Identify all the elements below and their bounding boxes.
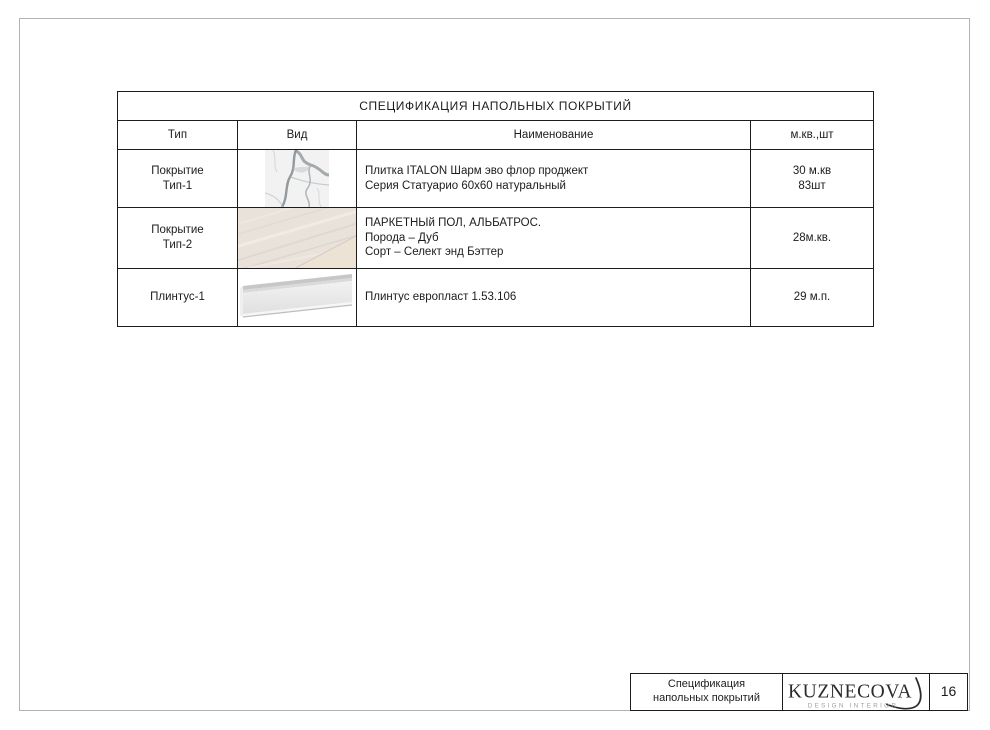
table-header-row (118, 121, 873, 149)
name-line: ПАРКЕТНЫй ПОЛ, АЛЬБАТРОС. (365, 216, 542, 229)
name-cell (357, 269, 751, 326)
sheet-name-line: напольных покрытий (653, 692, 760, 704)
view-cell (238, 208, 357, 268)
name-line: Плинтус европласт 1.53.106 (365, 291, 517, 304)
name-cell (357, 150, 751, 207)
table-row (118, 149, 873, 207)
name-line: Сорт – Селект энд Бэттер (365, 246, 504, 259)
column-header-type: Тип (118, 121, 238, 149)
name-line: Плитка ITALON Шарм эво флор проджект (365, 164, 589, 177)
name-line: Серия Статуарио 60х60 натуральный (365, 179, 566, 192)
floor-covering-spec-table (117, 91, 874, 327)
type-line: Тип-2 (162, 239, 193, 251)
page-number: 16 (940, 683, 957, 700)
quantity-line: 83шт (798, 179, 826, 192)
type-cell (118, 150, 238, 207)
quantity-line: 28м.кв. (792, 231, 832, 244)
quantity-line: 29 м.п. (793, 291, 831, 304)
type-line: Покрытие (151, 224, 204, 237)
quantity-cell (751, 150, 873, 207)
column-header-name: Наименование (357, 121, 751, 149)
column-header-view: Вид (238, 121, 357, 149)
type-line: Тип-1 (162, 179, 193, 192)
kuznecova-logo (783, 674, 930, 710)
table-row (118, 268, 873, 326)
type-cell (118, 269, 238, 326)
quantity-cell (751, 269, 873, 326)
sheet-name-line: Спецификация (667, 678, 746, 691)
logo-tagline: DESIGN INTERIOR (807, 702, 899, 709)
table-row (118, 207, 873, 268)
column-header-quantity: м.кв.,шт (790, 128, 834, 141)
name-cell (357, 208, 751, 268)
quantity-cell (751, 208, 873, 268)
table-title: СПЕЦИФИКАЦИЯ НАПОЛЬНЫХ ПОКРЫТИЙ (118, 92, 873, 121)
type-cell (118, 208, 238, 268)
view-cell (238, 150, 357, 207)
name-line: Порода – Дуб (365, 231, 439, 244)
type-line: Покрытие (151, 164, 204, 177)
title-block (630, 673, 968, 711)
sheet-name (631, 674, 783, 710)
quantity-line: 30 м.кв (792, 164, 832, 177)
skirting-board-image (238, 269, 356, 326)
logo-wordmark: KUZNECOVA (788, 681, 913, 702)
view-cell (238, 269, 357, 326)
type-line: Плинтус-1 (150, 291, 205, 304)
marble-tile-image (265, 150, 329, 207)
parquet-floor-image (238, 208, 356, 268)
kuznecova-logo-image (785, 675, 927, 710)
